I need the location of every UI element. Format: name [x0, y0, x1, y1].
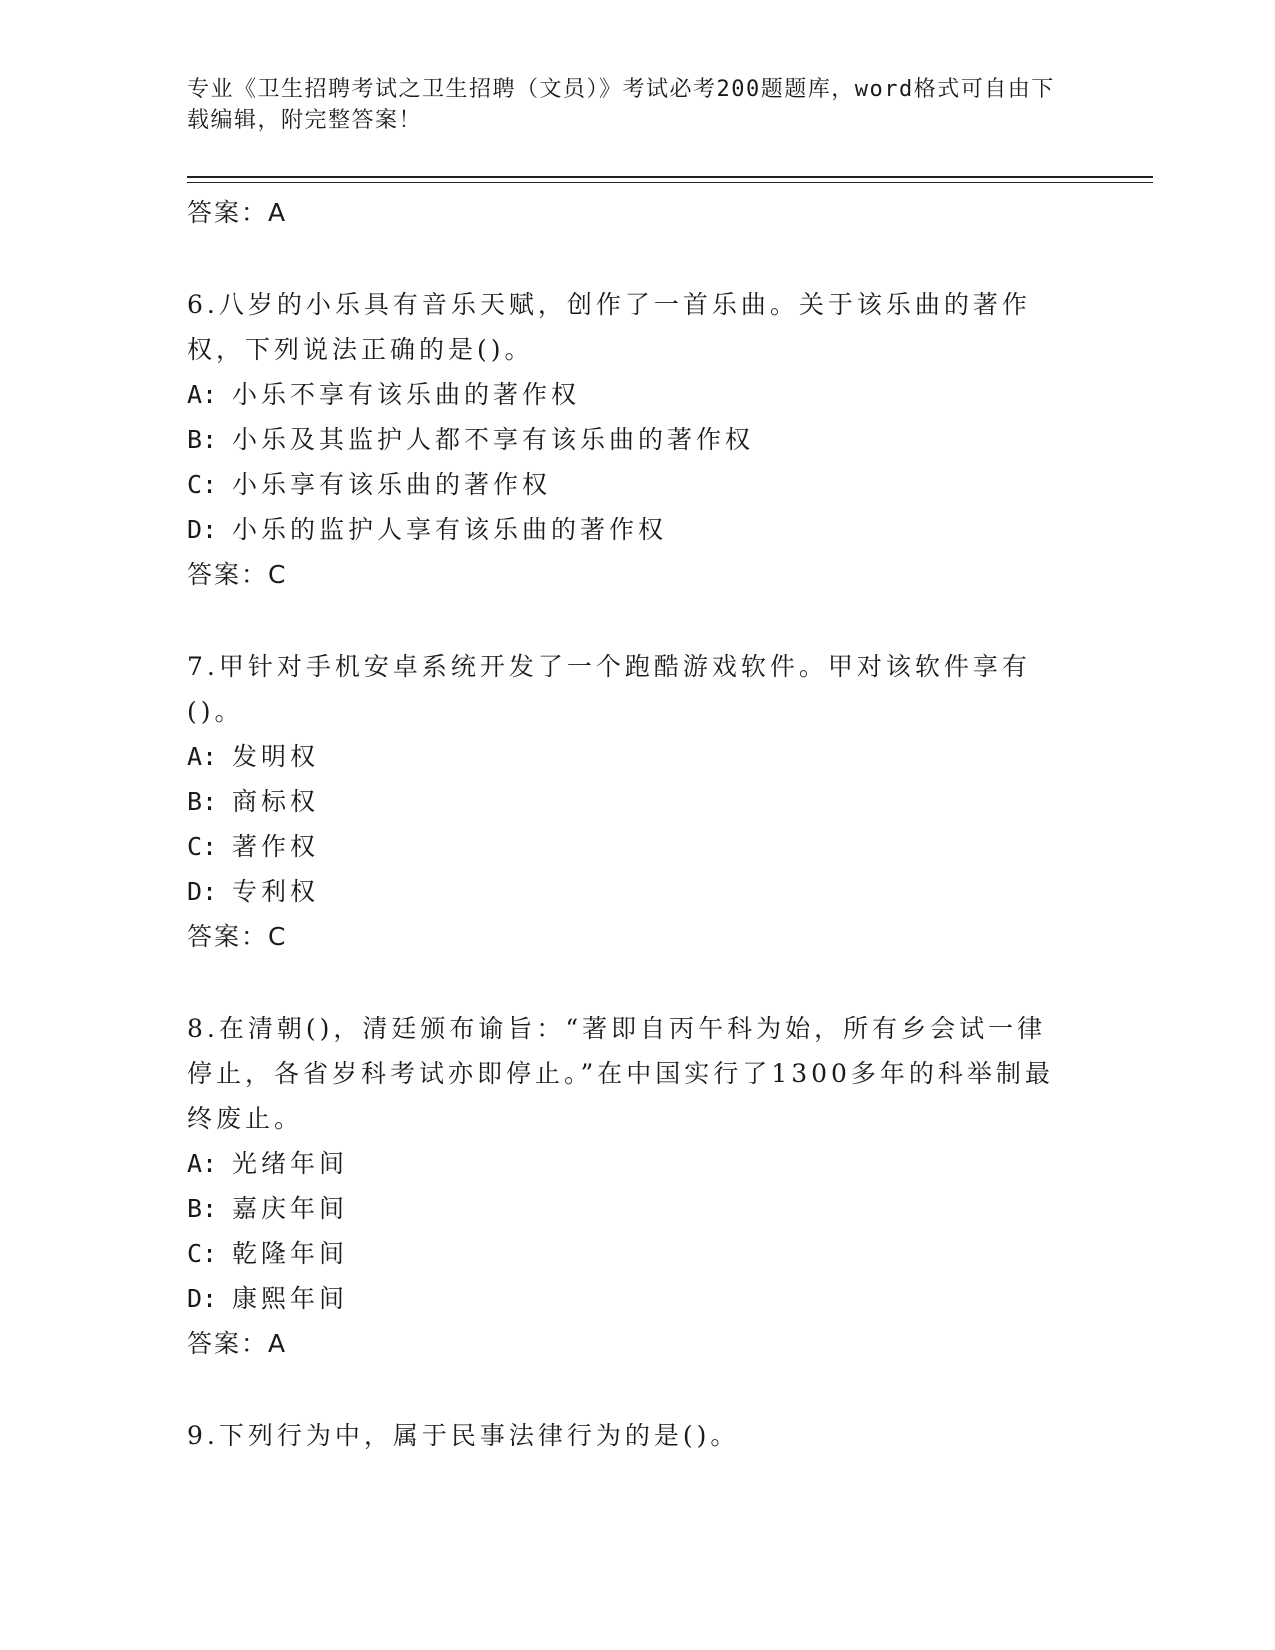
option-d: D: 专利权 [187, 877, 320, 906]
header-divider [187, 176, 1153, 178]
question-text: 8.在清朝()，清廷颁布谕旨：“著即自丙午科为始，所有乡会试一律停止，各省岁科考试亦即停止。”在中国实行了1300多年的科举制最终废止。 [187, 1014, 1054, 1133]
option-d: D: 小乐的监护人享有该乐曲的著作权 [187, 515, 668, 544]
option-a: A: 小乐不享有该乐曲的著作权 [187, 380, 581, 409]
answer-label: 答案： [187, 198, 269, 227]
answer-value: C [268, 560, 288, 589]
question-item [187, 282, 1067, 598]
option-b: B: 嘉庆年间 [187, 1194, 349, 1223]
question-list [187, 190, 1067, 1458]
question-item [187, 1413, 1067, 1458]
answer-value: C [268, 922, 288, 951]
header-text: 专业《卫生招聘考试之卫生招聘（文员）》考试必考200题题库，word格式可自由下载编辑，附完整答案！ [187, 77, 1055, 133]
option-d: D: 康熙年间 [187, 1284, 349, 1313]
option-b: B: 商标权 [187, 787, 320, 816]
answer-value: A [268, 198, 288, 227]
option-c: C: 小乐享有该乐曲的著作权 [187, 470, 552, 499]
answer-line: 答案：C [187, 560, 288, 589]
option-a: A: 光绪年间 [187, 1149, 349, 1178]
question-item [187, 1006, 1067, 1367]
question-text: 7.甲针对手机安卓系统开发了一个跑酷游戏软件。甲对该软件享有()。 [187, 652, 1031, 726]
option-a: A: 发明权 [187, 742, 320, 771]
option-c: C: 著作权 [187, 832, 320, 861]
question-text: 6.八岁的小乐具有音乐天赋，创作了一首乐曲。关于该乐曲的著作权，下列说法正确的是()。 [187, 290, 1031, 364]
header-divider-thin [187, 182, 1153, 183]
document-header [187, 74, 1067, 136]
answer-line [187, 190, 1067, 236]
question-text: 9.下列行为中，属于民事法律行为的是()。 [187, 1421, 740, 1450]
answer-value: A [268, 1329, 288, 1358]
question-item [187, 644, 1067, 960]
answer-line: 答案：C [187, 922, 288, 951]
option-b: B: 小乐及其监护人都不享有该乐曲的著作权 [187, 425, 755, 454]
answer-line: 答案：A [187, 1329, 288, 1358]
option-c: C: 乾隆年间 [187, 1239, 349, 1268]
